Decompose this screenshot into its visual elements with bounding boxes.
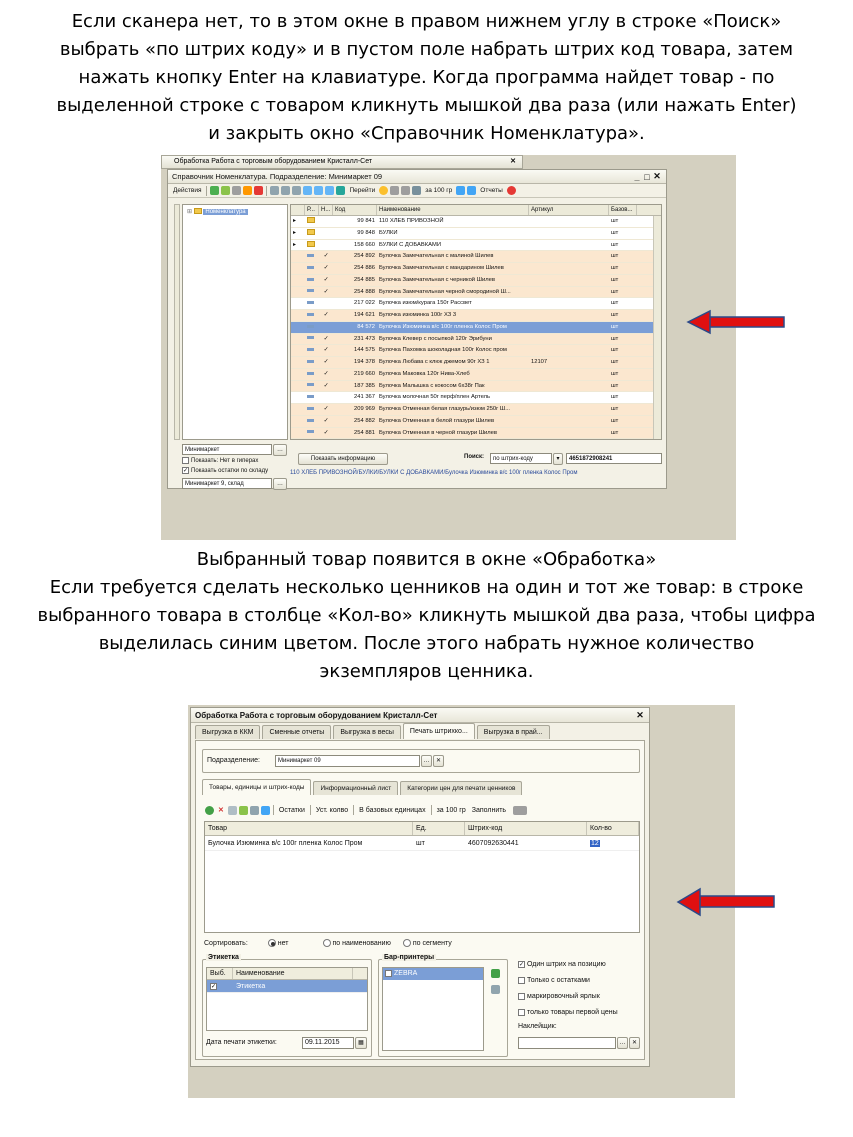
instruction-line: Выбранный товар появится в окне «Обработка» [196,549,657,570]
instruction-line: выделилась синим цветом. После этого набрать нужное количество [98,633,755,654]
sort-label: Сортировать: [204,939,248,947]
code-cell: 254 888 [354,288,375,295]
item-icon [307,301,314,304]
name-cell: Булочка Отменная в белой глазури Шилев [379,417,495,424]
department-field[interactable]: Минимаркет 09 [275,755,420,767]
mark-cell: ✓ [323,382,329,389]
name-cell: Булочка Пахомка шоколадная 100г Колос пром [379,347,507,354]
screenshot-processing [188,705,735,1098]
mark-cell: ✓ [323,288,329,295]
code-cell: 217 022 [354,300,375,307]
item-icon [307,336,314,339]
name-cell: Булочка Маковка 120г Нива-Хлеб [379,370,470,377]
warehouse-select-button[interactable]: … [273,478,287,490]
unit-cell: шт [611,300,619,307]
code-cell: 254 892 [354,253,375,260]
scale-icon[interactable] [412,186,421,195]
window-title: Обработка Работа с торговым оборудованием Кристалл-Сет [195,710,438,720]
tab-scales[interactable]: Выгрузка в весы [333,725,401,739]
mark-cell: ✓ [323,335,329,342]
mark-cell [319,240,333,251]
table-row[interactable] [291,263,661,275]
instructions-middle [0,546,853,686]
name-cell: Булочка Отменная в черной глазури Шилев [379,429,497,436]
column-header[interactable]: Р... [305,205,319,215]
instruction-line: выделенной строке с товаром кликнуть мышкой два раза (или нажать Enter) [56,95,797,116]
instruction-line: выбранного товара в столбце «Кол-во» кликнуть мышкой два раза, чтобы цифра [37,605,816,626]
table-row[interactable]: ▸ 99 841 110 ХЛЕБ ПРИВОЗНОЙ шт [291,216,661,228]
folder-icon [307,217,315,223]
labels-table [206,967,368,1031]
select-icon[interactable] [239,806,248,815]
column-header[interactable]: Выб. [207,968,233,979]
grid-header [291,205,661,216]
unit-cell: шт [611,370,619,377]
code-cell: 99 848 [357,229,375,236]
table-row[interactable] [291,345,661,357]
unit-cell: шт [611,265,619,271]
nomenclature-window [167,169,667,489]
instruction-line: Если сканера нет, то в этом окне в правом нижнем углу в строке «Поиск» [71,11,782,32]
print-icon[interactable] [513,806,527,815]
toolbar [168,184,666,198]
goods-toolbar [204,803,528,817]
filter-off-icon[interactable] [325,186,334,195]
article-cell [529,216,609,227]
table-row[interactable] [291,287,661,299]
main-tabs [191,723,649,739]
mark-cell: ✓ [323,253,329,260]
tab-price-export[interactable]: Выгрузка в прай... [477,725,550,739]
chevron-down-icon[interactable]: ▾ [553,453,563,465]
article-cell [529,334,609,345]
article-cell [529,381,609,392]
code-cell: 158 660 [354,241,375,248]
delete-icon[interactable] [254,186,263,195]
base-units-menu[interactable]: В базовых единицах [359,806,426,814]
article-cell [529,251,609,262]
table-row[interactable] [291,275,661,287]
name-cell: Булочка Замечательная с черникой Шилев [379,276,495,283]
mark-cell [319,216,333,227]
window-titlebar [168,170,666,184]
tree-root[interactable]: ⊞ Номенклатура [187,209,246,215]
search-input[interactable]: 4651872908241 [566,453,662,464]
clear-icon[interactable]: ✕ [433,755,444,767]
code-cell: 219 660 [354,370,375,377]
article-cell [529,298,609,309]
code-cell: 254 885 [354,276,375,283]
per-100g-button[interactable]: за 100 гр [425,187,453,194]
maximize-icon[interactable]: □ [644,171,650,182]
tree-splitter[interactable] [174,204,180,440]
print-tab-panel [195,740,645,1060]
item-icon [307,313,314,316]
mark-cell [319,298,333,309]
name-cell: Булочка изюм/курага 150г Рассвет [379,300,472,307]
close-icon[interactable]: ✕ [653,171,661,181]
instructions-top [0,8,853,148]
table-row[interactable] [291,310,661,322]
table-row[interactable] [291,322,661,334]
table-row[interactable] [291,381,661,393]
table-row[interactable] [207,980,367,993]
refresh-icon[interactable] [336,186,345,195]
unit-cell: шт [611,382,619,389]
name-cell: БУЛКИ С ДОБАВКАМИ [379,241,441,248]
article-cell [529,228,609,239]
list-item[interactable]: ZEBRA [383,968,483,980]
article-cell [529,428,609,439]
sticker-field[interactable] [518,1037,616,1049]
table-row[interactable] [291,251,661,263]
goods-name: Булочка Изюминка в/с 100г пленка Колос Пром [208,840,363,847]
code-cell: 84 572 [357,323,375,330]
filter-list-icon[interactable] [314,186,323,195]
unit-cell: шт [611,253,619,260]
mark-cell [319,228,333,239]
article-cell [529,404,609,415]
table-row[interactable] [291,298,661,310]
option-checkbox[interactable]: Только с остатками [518,973,618,989]
edit-icon[interactable] [243,186,252,195]
mark-cell: ✓ [323,370,329,377]
sticker-label: Наклейщик: [518,1023,557,1030]
article-cell [529,416,609,427]
department-field[interactable]: Минимаркет [182,444,272,455]
name-cell: Булочка Изюминка в/с 100г пленка Колос Пром [379,323,507,330]
unit-cell: шт [611,347,619,354]
copy-icon[interactable] [228,806,237,815]
option-checkbox[interactable]: маркировочный ярлык [518,989,618,1005]
name-cell: Булочка молочная 50г перф/плен Артель [379,394,491,401]
clear-icon[interactable]: ✕ [629,1037,640,1049]
sticker-select-button[interactable]: … [617,1037,628,1049]
article-cell [529,392,609,403]
goods-table-header [205,822,639,836]
instruction-line: и закрыть окно «Справочник Номенклатура». [208,123,645,144]
processing-window [190,707,650,1067]
name-cell: Булочка Отменная белая глазурь/изюм 250г Ш... [379,406,511,412]
set-qty-button[interactable]: Уст. колво [315,806,349,814]
name-cell: БУЛКИ [379,229,398,236]
mark-cell: ✓ [323,429,329,436]
close-icon[interactable]: ✕ [510,158,516,165]
item-icon [307,360,314,363]
item-icon [307,372,314,375]
mark-cell: ✓ [323,276,329,283]
code-cell: 194 621 [354,312,375,318]
labels-group-title: Этикетка [208,954,239,961]
option-checkbox[interactable]: ✓ Один штрих на позицию [519,961,606,968]
tree-panel [182,204,288,440]
show-stock-checkbox[interactable]: ✓ Показать остатки по складу [183,468,269,475]
column-header[interactable]: Базов... [609,205,637,215]
code-cell: 144 575 [354,347,375,354]
mark-cell [319,322,333,333]
item-icon [307,254,314,257]
grid-scrollbar[interactable] [653,216,661,440]
red-arrow-icon [676,887,776,917]
name-cell: 110 ХЛЕБ ПРИВОЗНОЙ [379,218,444,224]
delete-icon[interactable]: ✕ [218,807,224,814]
grid-body [291,216,661,439]
code-cell: 241 367 [354,394,375,401]
instruction-line: экземпляров ценника. [319,661,534,682]
code-cell: 254 886 [354,265,375,271]
hierarchy-icon[interactable] [292,186,301,195]
table-row[interactable] [291,369,661,381]
copy-icon[interactable] [491,985,500,994]
window-titlebar [191,708,649,723]
code-cell: 231 473 [354,335,375,342]
tree-icon[interactable] [270,186,279,195]
quantity-cell[interactable] [587,836,639,850]
item-icon [307,266,314,269]
unit-cell: шт [611,276,619,283]
mark-cell: ✓ [323,359,329,365]
unit-cell: шт [611,288,619,295]
red-arrow-icon [686,309,786,335]
department-select-button[interactable]: … [273,444,287,456]
instruction-line: Если требуется сделать несколько ценников на один и тот же товар: в строке [49,577,804,598]
item-icon [307,419,314,422]
sort-by-segment-radio[interactable]: по сегменту [403,939,452,947]
unit-cell: шт [611,429,619,436]
column-header[interactable]: Наименование [377,205,529,215]
unit-cell: шт [611,229,619,236]
table-row[interactable] [291,428,661,440]
code-cell: 254 882 [354,417,375,424]
list-icon[interactable] [281,186,290,195]
search-mode-select[interactable]: по штрих-коду [490,453,552,464]
help-icon[interactable] [379,186,388,195]
department-group [202,749,640,773]
arrow-right-icon[interactable] [456,186,465,195]
mark-cell [319,392,333,403]
mark-cell: ✓ [323,417,329,424]
item-icon [307,407,314,410]
print-date-field[interactable]: 09.11.2015 [302,1037,354,1049]
item-icon [307,325,314,328]
mark-cell: ✓ [323,312,329,318]
goods-table [204,821,640,933]
item-icon [307,348,314,351]
print-icon[interactable] [401,186,410,195]
folder-icon [194,208,202,214]
column-header[interactable]: Кол-во [587,822,639,835]
unit-cell: шт [611,312,619,318]
show-info-button[interactable]: Показать информацию [298,453,388,465]
name-cell: Булочка Клевер с посыпкой 120г Эрибуни [379,335,492,342]
unit-cell: шт [611,323,619,330]
actions-menu[interactable]: Действия [173,187,202,194]
column-header[interactable]: Товар [205,822,413,835]
table-row[interactable] [291,357,661,369]
unit-cell: шт [611,406,619,412]
arrow-left-icon[interactable] [467,186,476,195]
settings-icon[interactable] [390,186,399,195]
article-cell [529,263,609,274]
code-cell: 254 881 [354,429,375,436]
warehouse-field[interactable]: Минимаркет 9, склад [182,478,272,489]
code-cell: 209 969 [354,406,375,412]
unit-cell: шт [611,417,619,424]
item-icon [307,430,314,433]
screenshot-nomenclature [161,155,736,540]
name-cell: Булочка Замечательная черной смородиной Ш... [379,288,511,295]
article-cell: 12107 [531,359,548,365]
name-cell: Булочка Замечательная с мандарином Шилев [379,265,504,271]
tab-kkm[interactable]: Выгрузка в ККМ [195,725,260,739]
add-folder-icon[interactable] [221,186,230,195]
stop-icon[interactable] [507,186,516,195]
article-cell [529,287,609,298]
code-cell: 187 385 [354,382,375,389]
unit-cell: шт [611,218,619,224]
minimize-icon[interactable]: _ [634,171,640,182]
tab-price-categories[interactable]: Категории цен для печати ценников [400,781,522,795]
table-row[interactable] [205,836,639,851]
tab-print-barcodes[interactable]: Печать штрихко... [403,723,475,739]
tab-goods-units-barcodes[interactable]: Товары, единицы и штрих-коды [202,779,311,795]
quantity-value: 12 [591,840,599,847]
print-options [518,957,618,1021]
article-cell [529,275,609,286]
printers-group-title: Бар-принтеры [384,954,435,961]
mark-cell: ✓ [323,406,329,412]
printers-list [382,967,484,1051]
add-icon[interactable] [205,806,214,815]
name-cell: Булочка изюминка 100г ХЗ 3 [379,312,457,318]
path-breadcrumb: 110 ХЛЕБ ПРИВОЗНОЙ/БУЛКИ/БУЛКИ С ДОБАВКАМИ/Булочка Изюминка в/с 100г пленка Колос Пром [290,470,578,476]
unit-cell: шт [611,359,619,365]
copy-icon[interactable] [232,186,241,195]
calendar-icon[interactable]: ▦ [355,1037,367,1049]
goods-unit: шт [416,840,425,847]
items-grid [290,204,662,440]
item-icon [307,289,314,292]
folder-icon [307,229,315,235]
sort-none-radio[interactable]: нет [268,939,289,947]
code-cell: 194 378 [354,359,375,365]
name-cell: Булочка Замечательная с малиной Шилев [379,253,494,260]
search-label: Поиск: [464,454,485,460]
goto-menu[interactable]: Перейти [349,187,376,194]
article-cell [529,345,609,356]
name-cell: Булочка Любава с клюк джемом 90г ХЗ 1 [379,359,490,365]
outer-window-title: Обработка Работа с торговым оборудованием Кристалл-Сет ✕ [161,155,523,169]
article-cell [529,369,609,380]
instruction-line: нажать кнопку Enter на клавиатуре. Когда программа найдет товар - по [78,67,775,88]
name-cell: Булочка Малышка с кокосом 6х38г Пак [379,382,485,389]
show-gipsy-checkbox[interactable]: Показать: Нет в гиперах [182,457,258,464]
table-row[interactable] [291,416,661,428]
filter-icon[interactable] [303,186,312,195]
stock-button[interactable]: Остатки [278,806,305,814]
unit-cell: шт [611,394,619,401]
sort-by-name-radio[interactable]: по наименованию [323,939,391,947]
column-header[interactable]: Ед. [413,822,465,835]
item-icon [307,278,314,281]
option-checkbox[interactable]: только товары первой цены [518,1005,618,1021]
fill-menu[interactable]: Заполнить [471,806,507,814]
table-row[interactable] [291,404,661,416]
article-cell [529,240,609,251]
unit-cell: шт [611,335,619,342]
item-icon [307,383,314,386]
department-select-button[interactable]: … [421,755,432,767]
reports-menu[interactable]: Отчеты [480,187,503,194]
column-header[interactable]: Код [333,205,377,215]
column-header[interactable]: Наименование [233,968,353,979]
unit-cell: шт [611,241,619,248]
mark-cell: ✓ [323,265,329,271]
column-header[interactable]: Штрих-код [465,822,587,835]
tab-shift-reports[interactable]: Сменные отчеты [262,725,331,739]
sort-options [204,939,452,947]
label-name: Этикетка [236,983,266,990]
article-cell [529,310,609,321]
instruction-line: выбрать «по штрих коду» и в пустом поле набрать штрих код товара, затем [59,39,794,60]
refresh-icon[interactable] [491,969,500,978]
column-header[interactable]: Н... [319,205,333,215]
table-row[interactable] [291,334,661,346]
per-100g-button[interactable]: за 100 гр [436,806,466,814]
folder-icon [307,241,315,247]
window-title: Справочник Номенклатура. Подразделение: Минимаркет 09 [172,172,383,181]
close-icon[interactable]: ✕ [636,709,644,720]
label-select-checkbox[interactable]: ✓ [211,983,217,990]
article-cell [529,322,609,333]
table-row[interactable]: ▸ 158 660 БУЛКИ С ДОБАВКАМИ шт [291,240,661,252]
sub-tabs [198,781,524,795]
add-icon[interactable] [210,186,219,195]
item-icon [307,395,314,398]
table-icon[interactable] [250,806,259,815]
department-label: Подразделение: [207,757,260,764]
table-row[interactable]: ▸ 99 848 БУЛКИ шт [291,228,661,240]
column-header[interactable]: Артикул [529,205,609,215]
code-cell: 99 841 [357,218,375,224]
tab-info-sheet[interactable]: Информационный лист [313,781,398,795]
send-icon[interactable] [261,806,270,815]
table-row[interactable] [291,392,661,404]
mark-cell: ✓ [323,347,329,354]
goods-barcode: 4607092630441 [468,840,519,847]
print-date-label: Дата печати этикетки: [206,1039,277,1046]
